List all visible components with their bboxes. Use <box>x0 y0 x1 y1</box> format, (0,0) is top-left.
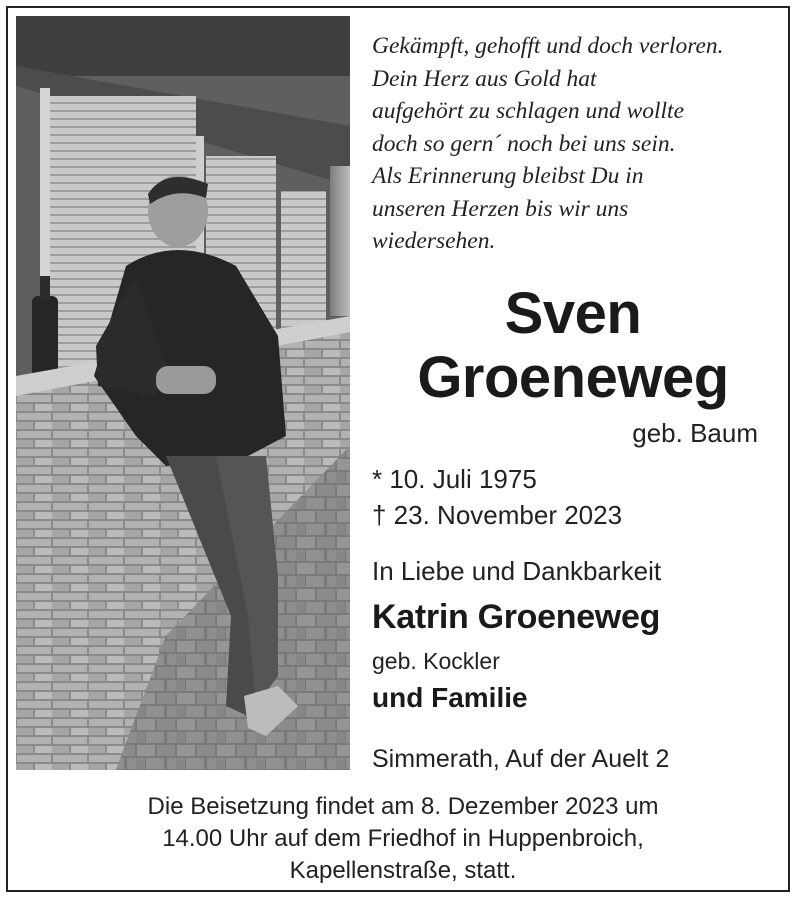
mourner-family: und Familie <box>372 682 528 713</box>
poem-line: aufgehört zu schlagen und wollte <box>372 98 685 124</box>
mourner-birth-name: geb. Kockler <box>372 648 500 674</box>
death-date: † 23. November 2023 <box>372 500 623 530</box>
birth-date: * 10. Juli 1975 <box>372 464 537 494</box>
funeral-line: Die Beisetzung findet am 8. Dezember 2023 um <box>147 793 659 820</box>
funeral-line: Kapellenstraße, statt. <box>289 857 517 884</box>
poem-line: Dein Herz aus Gold hat <box>372 65 597 92</box>
mourners-intro: In Liebe und Dankbarkeit <box>372 556 662 586</box>
portrait-photo <box>16 16 350 770</box>
mourner-name: Katrin Groeneweg <box>372 598 661 636</box>
mourner-address: Simmerath, Auf der Auelt 2 <box>372 745 670 773</box>
poem-line: doch so gern´ noch bei uns sein. <box>372 130 676 157</box>
portrait-illustration <box>16 16 350 770</box>
poem-line: Gekämpft, gehofft und doch verloren. <box>372 33 724 59</box>
obituary-frame <box>6 6 790 892</box>
funeral-notice <box>48 791 758 887</box>
memorial-poem <box>372 30 792 258</box>
funeral-line: 14.00 Uhr auf dem Friedhof in Huppenbroich, <box>162 825 644 852</box>
poem-line: Als Erinnerung bleibst Du in <box>372 163 644 189</box>
deceased-first-name: Sven <box>504 281 642 346</box>
deceased-birth-name: geb. Baum <box>632 418 758 448</box>
poem-line: wiedersehen. <box>372 228 496 254</box>
poem-line: unseren Herzen bis wir uns <box>372 195 629 222</box>
deceased-last-name: Groeneweg <box>417 345 729 410</box>
life-dates <box>372 461 622 533</box>
